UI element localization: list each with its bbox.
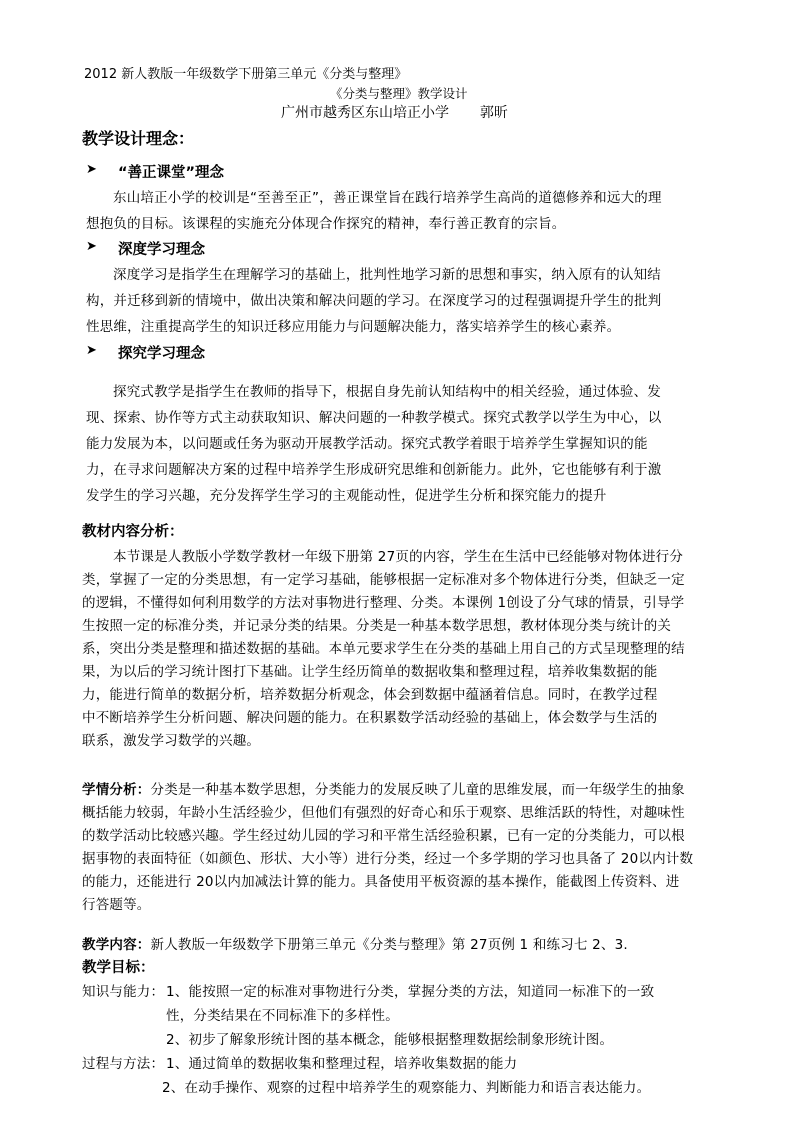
paragraph-line: 类，掌握了一定的分类思想，有一定学习基础，能够根据一定标准对多个物体进行分类，但缺乏一定 (82, 572, 685, 588)
paragraph-line: 想抱负的目标。该课程的实施充分体现合作探究的精神，奉行善正教育的宗旨。 (86, 216, 566, 232)
goal-line: 1、能按照一定的标准对事物进行分类，掌握分类的方法，知道同一标准下的一致 (166, 984, 655, 1000)
section-title-content: 教学内容： (82, 937, 151, 953)
bullet-arrow-icon: ➤ (86, 162, 97, 177)
paragraph-line: 力，在寻求问题解决方案的过程中培养学生形成研究思维和创新能力。此外，它也能够有利于激 (86, 462, 662, 478)
paragraph-line: 发学生的学习兴趣，充分发挥学生学习的主观能动性，促进学生分析和探究能力的提升 (86, 488, 607, 504)
bullet-arrow-icon: ➤ (86, 343, 97, 358)
author-name: 郭昕 (479, 105, 508, 121)
paragraph-line: 性思维，注重提高学生的知识迁移应用能力与问题解决能力，落实培养学生的核心素养。 (86, 319, 621, 335)
teaching-content (82, 933, 628, 953)
paragraph-line: 分类是一种基本数学思想，分类能力的发展反映了儿童的思维发展，而一年级学生的抽象 (150, 782, 685, 798)
section-title-learner: 学情分析： (82, 782, 151, 798)
section-title-concept: 教学设计理念： (82, 129, 195, 148)
paragraph-line: 的数学活动比较感兴趣。学生经过幼儿园的学习和平常生活经验积累，已有一定的分类能力，可以根 (82, 828, 685, 844)
section-title-goals: 教学目标： (82, 960, 155, 976)
paragraph-line: 据事物的表面特征（如颜色、形状、大小等）进行分类，经过一个多学期的学习也具备了 20以内计数 (82, 851, 694, 867)
concept-heading: “善正课堂”理念 (118, 165, 225, 181)
doc-header-line: 2012 新人教版一年级数学下册第三单元《分类与整理》 (84, 67, 408, 82)
goal-line: 1、通过简单的数据收集和整理过程，培养收集数据的能力 (166, 1056, 518, 1072)
paragraph-line: 力，能进行简单的数据分析，培养数据分析观念，体会到数据中蕴涵着信息。同时，在教学过程 (82, 687, 658, 703)
paragraph-line: 本节课是人教版小学数学教材一年级下册第 27页的内容，学生在生活中已经能够对物体进行分 (113, 549, 684, 565)
paragraph-line: 的能力，还能进行 20以内加减法计算的能力。具备使用平板资源的基本操作，能截图上传资料、进 (82, 874, 680, 890)
concept-heading: 深度学习理念 (118, 242, 205, 258)
paragraph-line: 探究式教学是指学生在教师的指导下，根据自身先前认知结构中的相关经验，通过体验、发 (113, 384, 661, 400)
paragraph-line: 中不断培养学生分析问题、解决问题的能力。在积累数学活动经验的基础上，体会数学与生活的 (82, 710, 658, 726)
school-name: 广州市越秀区东山培正小学 (281, 105, 449, 121)
goal-line: 性，分类结果在不同标准下的多样性。 (166, 1008, 399, 1024)
bullet-arrow-icon: ➤ (86, 239, 97, 254)
paragraph-line: 概括能力较弱，年龄小生活经验少，但他们有强烈的好奇心和乐于观察、思维活跃的特性，对趣味性 (82, 805, 685, 821)
paragraph-line: 系，突出分类是整理和描述数据的基础。本单元要求学生在分类的基础上用自己的方式呈现整理的结 (82, 641, 685, 657)
paragraph-line: 果，为以后的学习统计图打下基础。让学生经历简单的数据收集和整理过程，培养收集数据的能 (82, 664, 658, 680)
doc-subtitle: 《分类与整理》教学设计 (330, 86, 468, 101)
paragraph-line: 东山培正小学的校训是“至善至正”，善正课堂旨在践行培养学生高尚的道德修养和远大的理 (113, 190, 662, 206)
learner-first-line (82, 778, 685, 798)
content-text: 新人教版一年级数学下册第三单元《分类与整理》第 27页例 1 和练习七 2、3. (150, 937, 628, 953)
paragraph-line: 现、探索、协作等方式主动获取知识、解决问题的一种教学模式。探究式教学以学生为中心，以 (86, 410, 662, 426)
paragraph-line: 能力发展为本，以问题或任务为驱动开展教学活动。探究式教学着眼于培养学生掌握知识的能 (86, 436, 648, 452)
paragraph-line: 构，并迁移到新的情境中，做出决策和解决问题的学习。在深度学习的过程强调提升学生的批判 (86, 293, 662, 309)
goal-line: 2、初步了解象形统计图的基本概念，能够根据整理数据绘制象形统计图。 (166, 1032, 614, 1048)
concept-heading: 探究学习理念 (118, 346, 205, 362)
paragraph-line: 的逻辑，不懂得如何利用数学的方法对事物进行整理、分类。本课例 1创设了分气球的情景，引导学 (82, 595, 685, 611)
goal-line: 2、在动手操作、观察的过程中培养学生的观察能力、判断能力和语言表达能力。 (162, 1080, 651, 1096)
doc-byline (281, 102, 508, 122)
goal-label-process: 过程与方法： (82, 1056, 165, 1072)
section-title-material: 教材内容分析： (82, 524, 184, 540)
paragraph-line: 联系，激发学习数学的兴趣。 (82, 733, 261, 749)
paragraph-line: 行答题等。 (82, 897, 151, 913)
paragraph-line: 深度学习是指学生在理解学习的基础上，批判性地学习新的思想和事实，纳入原有的认知结 (113, 267, 661, 283)
goal-label-knowledge: 知识与能力： (82, 984, 165, 1000)
paragraph-line: 生按照一定的标准分类，并记录分类的结果。分类是一种基本数学思想，教材体现分类与统计的关 (82, 618, 672, 634)
